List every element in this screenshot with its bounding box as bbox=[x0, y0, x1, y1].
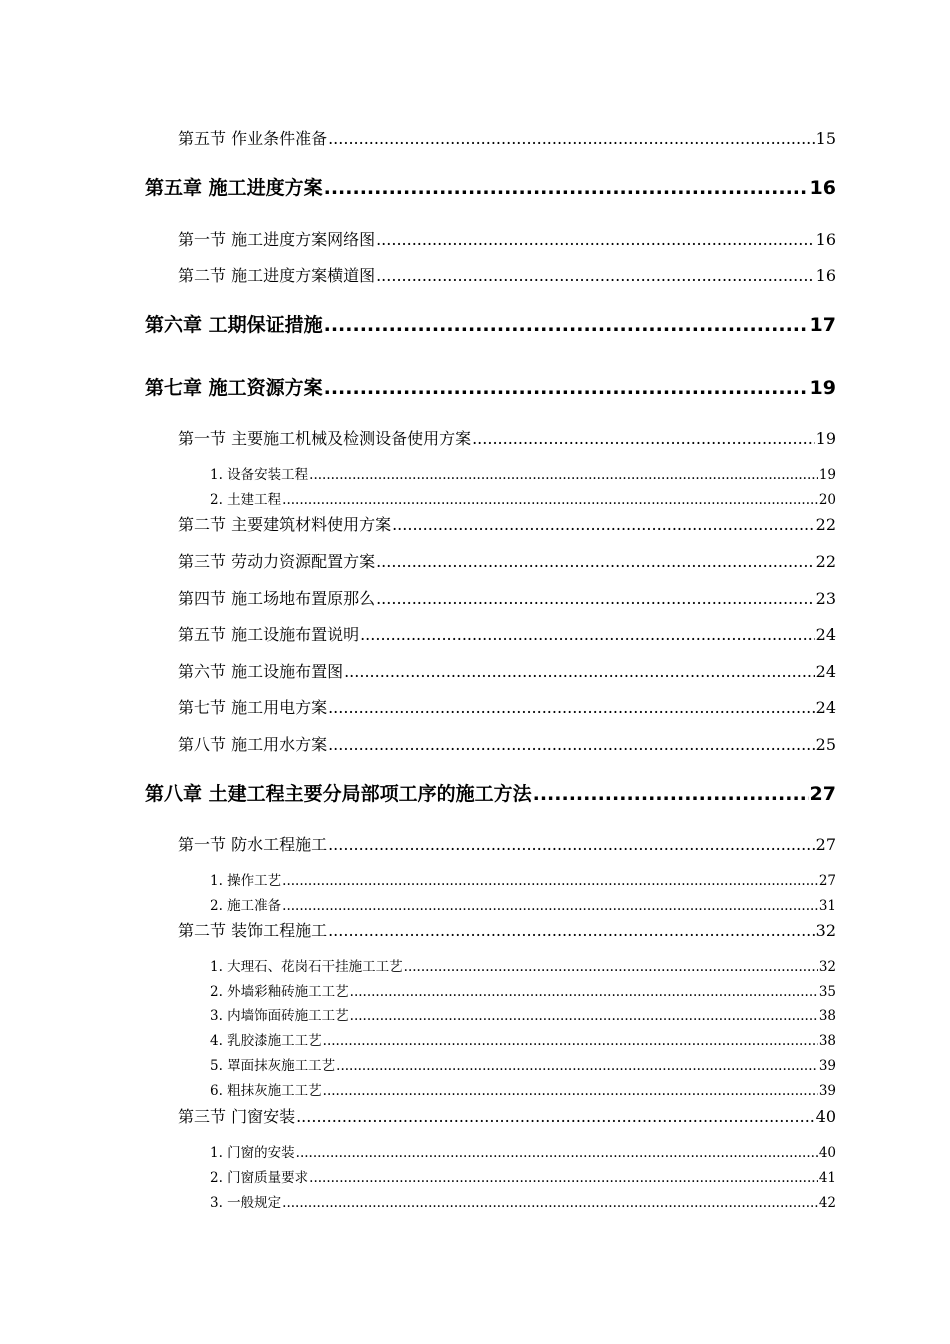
toc-leader-dots bbox=[350, 984, 818, 1000]
toc-page-number: 24 bbox=[815, 662, 836, 681]
toc-page-number: 19 bbox=[815, 429, 836, 448]
toc-entry-sub[interactable] bbox=[210, 1166, 836, 1184]
toc-entry-sub[interactable] bbox=[210, 980, 836, 998]
toc-page-number: 35 bbox=[818, 984, 836, 1000]
toc-leader-dots bbox=[323, 1083, 818, 1099]
toc-entry-label: 第八章 土建工程主要分局部项工序的施工方法 bbox=[145, 783, 532, 805]
toc-page-number: 24 bbox=[815, 625, 836, 644]
toc-entry-sub[interactable] bbox=[210, 1029, 836, 1047]
toc-page-number: 19 bbox=[809, 377, 836, 399]
toc-leader-dots bbox=[344, 662, 815, 681]
toc-page-number: 39 bbox=[818, 1058, 836, 1074]
toc-entry-label: 2. 施工准备 bbox=[210, 898, 282, 914]
toc-entry-label: 第四节 施工场地布置原那么 bbox=[178, 589, 376, 608]
toc-leader-dots bbox=[328, 129, 815, 148]
toc-page-number: 20 bbox=[818, 492, 836, 508]
toc-entry-sub[interactable] bbox=[210, 955, 836, 973]
toc-entry-label: 2. 土建工程 bbox=[210, 492, 282, 508]
toc-leader-dots bbox=[328, 735, 815, 754]
toc-leader-dots bbox=[282, 873, 818, 889]
toc-entry-label: 第八节 施工用水方案 bbox=[178, 735, 328, 754]
toc-entry-label: 第二节 施工进度方案横道图 bbox=[178, 266, 376, 285]
toc-entry-sub[interactable] bbox=[210, 894, 836, 912]
toc-entry-section[interactable] bbox=[178, 126, 836, 148]
toc-page-number: 41 bbox=[818, 1170, 836, 1186]
toc-entry-label: 3. 一般规定 bbox=[210, 1195, 282, 1211]
toc-leader-dots bbox=[350, 1008, 818, 1024]
toc-leader-dots bbox=[324, 314, 809, 336]
toc-entry-sub[interactable] bbox=[210, 1141, 836, 1159]
toc-entry-section[interactable] bbox=[178, 695, 836, 717]
toc-entry-section[interactable] bbox=[178, 622, 836, 644]
toc-entry-label: 1. 大理石、花岗石干挂施工工艺 bbox=[210, 959, 403, 975]
toc-entry-section[interactable] bbox=[178, 732, 836, 754]
toc-page-number: 40 bbox=[815, 1107, 836, 1126]
toc-leader-dots bbox=[282, 1195, 818, 1211]
toc-entry-label: 第一节 施工进度方案网络图 bbox=[178, 230, 376, 249]
toc-page-number: 38 bbox=[818, 1033, 836, 1049]
toc-entry-section[interactable] bbox=[178, 918, 836, 940]
toc-page-number: 15 bbox=[815, 129, 836, 148]
toc-page-number: 32 bbox=[818, 959, 836, 975]
toc-entry-label: 第三节 劳动力资源配置方案 bbox=[178, 552, 376, 571]
toc-leader-dots bbox=[533, 783, 809, 805]
toc-leader-dots bbox=[376, 589, 815, 608]
toc-leader-dots bbox=[296, 1145, 818, 1161]
toc-entry-label: 第六节 施工设施布置图 bbox=[178, 662, 344, 681]
toc-entry-label: 1. 设备安装工程 bbox=[210, 467, 309, 483]
toc-entry-label: 第五节 施工设施布置说明 bbox=[178, 625, 360, 644]
toc-page-number: 27 bbox=[818, 873, 836, 889]
toc-entry-label: 第五章 施工进度方案 bbox=[145, 177, 323, 199]
toc-entry-label: 第六章 工期保证措施 bbox=[145, 314, 323, 336]
toc-entry-label: 第一节 防水工程施工 bbox=[178, 835, 328, 854]
toc-entry-label: 第一节 主要施工机械及检测设备使用方案 bbox=[178, 429, 472, 448]
toc-entry-section[interactable] bbox=[178, 426, 836, 448]
toc-page-number: 40 bbox=[818, 1145, 836, 1161]
toc-entry-label: 3. 内墙饰面砖施工工艺 bbox=[210, 1008, 349, 1024]
toc-entry-section[interactable] bbox=[178, 549, 836, 571]
toc-entry-label: 1. 操作工艺 bbox=[210, 873, 282, 889]
toc-entry-label: 第二节 主要建筑材料使用方案 bbox=[178, 515, 392, 534]
toc-entry-chapter[interactable] bbox=[145, 779, 836, 805]
toc-entry-section[interactable] bbox=[178, 227, 836, 249]
toc-entry-section[interactable] bbox=[178, 659, 836, 681]
toc-leader-dots bbox=[328, 835, 815, 854]
toc-leader-dots bbox=[323, 1033, 818, 1049]
toc-leader-dots bbox=[296, 1107, 815, 1126]
toc-entry-sub[interactable] bbox=[210, 1054, 836, 1072]
toc-leader-dots bbox=[324, 177, 809, 199]
toc-entry-label: 2. 外墙彩釉砖施工工艺 bbox=[210, 984, 349, 1000]
toc-entry-label: 5. 罩面抹灰施工工艺 bbox=[210, 1058, 336, 1074]
toc-leader-dots bbox=[392, 515, 815, 534]
toc-leader-dots bbox=[376, 552, 815, 571]
toc-entry-section[interactable] bbox=[178, 263, 836, 285]
toc-page-number: 22 bbox=[815, 552, 836, 571]
toc-entry-label: 6. 粗抹灰施工工艺 bbox=[210, 1083, 322, 1099]
toc-leader-dots bbox=[309, 467, 818, 483]
toc-leader-dots bbox=[282, 898, 818, 914]
toc-entry-sub[interactable] bbox=[210, 1079, 836, 1097]
toc-entry-label: 1. 门窗的安装 bbox=[210, 1145, 295, 1161]
toc-page-number: 42 bbox=[818, 1195, 836, 1211]
toc-page-number: 38 bbox=[818, 1008, 836, 1024]
toc-leader-dots bbox=[336, 1058, 818, 1074]
toc-entry-label: 第五节 作业条件准备 bbox=[178, 129, 328, 148]
toc-leader-dots bbox=[376, 230, 815, 249]
toc-leader-dots bbox=[376, 266, 815, 285]
toc-entry-label: 第七章 施工资源方案 bbox=[145, 377, 323, 399]
toc-entry-section[interactable] bbox=[178, 1104, 836, 1126]
toc-page-number: 16 bbox=[815, 266, 836, 285]
toc-page-number: 23 bbox=[815, 589, 836, 608]
toc-entry-section[interactable] bbox=[178, 512, 836, 534]
toc-entry-section[interactable] bbox=[178, 586, 836, 608]
toc-entry-label: 2. 门窗质量要求 bbox=[210, 1170, 309, 1186]
toc-entry-chapter[interactable] bbox=[145, 373, 836, 399]
toc-entry-sub[interactable] bbox=[210, 1004, 836, 1022]
toc-entry-sub[interactable] bbox=[210, 488, 836, 506]
toc-entry-label: 第三节 门窗安装 bbox=[178, 1107, 296, 1126]
toc-leader-dots bbox=[282, 492, 818, 508]
toc-page-number: 25 bbox=[815, 735, 836, 754]
toc-page-number: 16 bbox=[809, 177, 836, 199]
toc-page-number: 24 bbox=[815, 698, 836, 717]
toc-page-number: 39 bbox=[818, 1083, 836, 1099]
toc-leader-dots bbox=[360, 625, 815, 644]
toc-leader-dots bbox=[324, 377, 809, 399]
toc-page-number: 22 bbox=[815, 515, 836, 534]
toc-entry-label: 4. 乳胶漆施工工艺 bbox=[210, 1033, 322, 1049]
toc-page-number: 17 bbox=[809, 314, 836, 336]
toc-entry-section[interactable] bbox=[178, 832, 836, 854]
toc-leader-dots bbox=[309, 1170, 818, 1186]
toc-page-number: 27 bbox=[815, 835, 836, 854]
toc-leader-dots bbox=[328, 698, 815, 717]
toc-entry-sub[interactable] bbox=[210, 869, 836, 887]
toc-entry-sub[interactable] bbox=[210, 1191, 836, 1209]
toc-page-number: 19 bbox=[818, 467, 836, 483]
toc-entry-sub[interactable] bbox=[210, 463, 836, 481]
toc-page-number: 31 bbox=[818, 898, 836, 914]
toc-entry-chapter[interactable] bbox=[145, 173, 836, 199]
toc-page-number: 27 bbox=[809, 783, 836, 805]
toc-entry-label: 第二节 装饰工程施工 bbox=[178, 921, 328, 940]
toc-entry-chapter[interactable] bbox=[145, 310, 836, 336]
toc-leader-dots bbox=[404, 959, 818, 975]
toc-entry-label: 第七节 施工用电方案 bbox=[178, 698, 328, 717]
toc-page-number: 32 bbox=[815, 921, 836, 940]
toc-page-number: 16 bbox=[815, 230, 836, 249]
toc-leader-dots bbox=[472, 429, 815, 448]
toc-leader-dots bbox=[328, 921, 815, 940]
